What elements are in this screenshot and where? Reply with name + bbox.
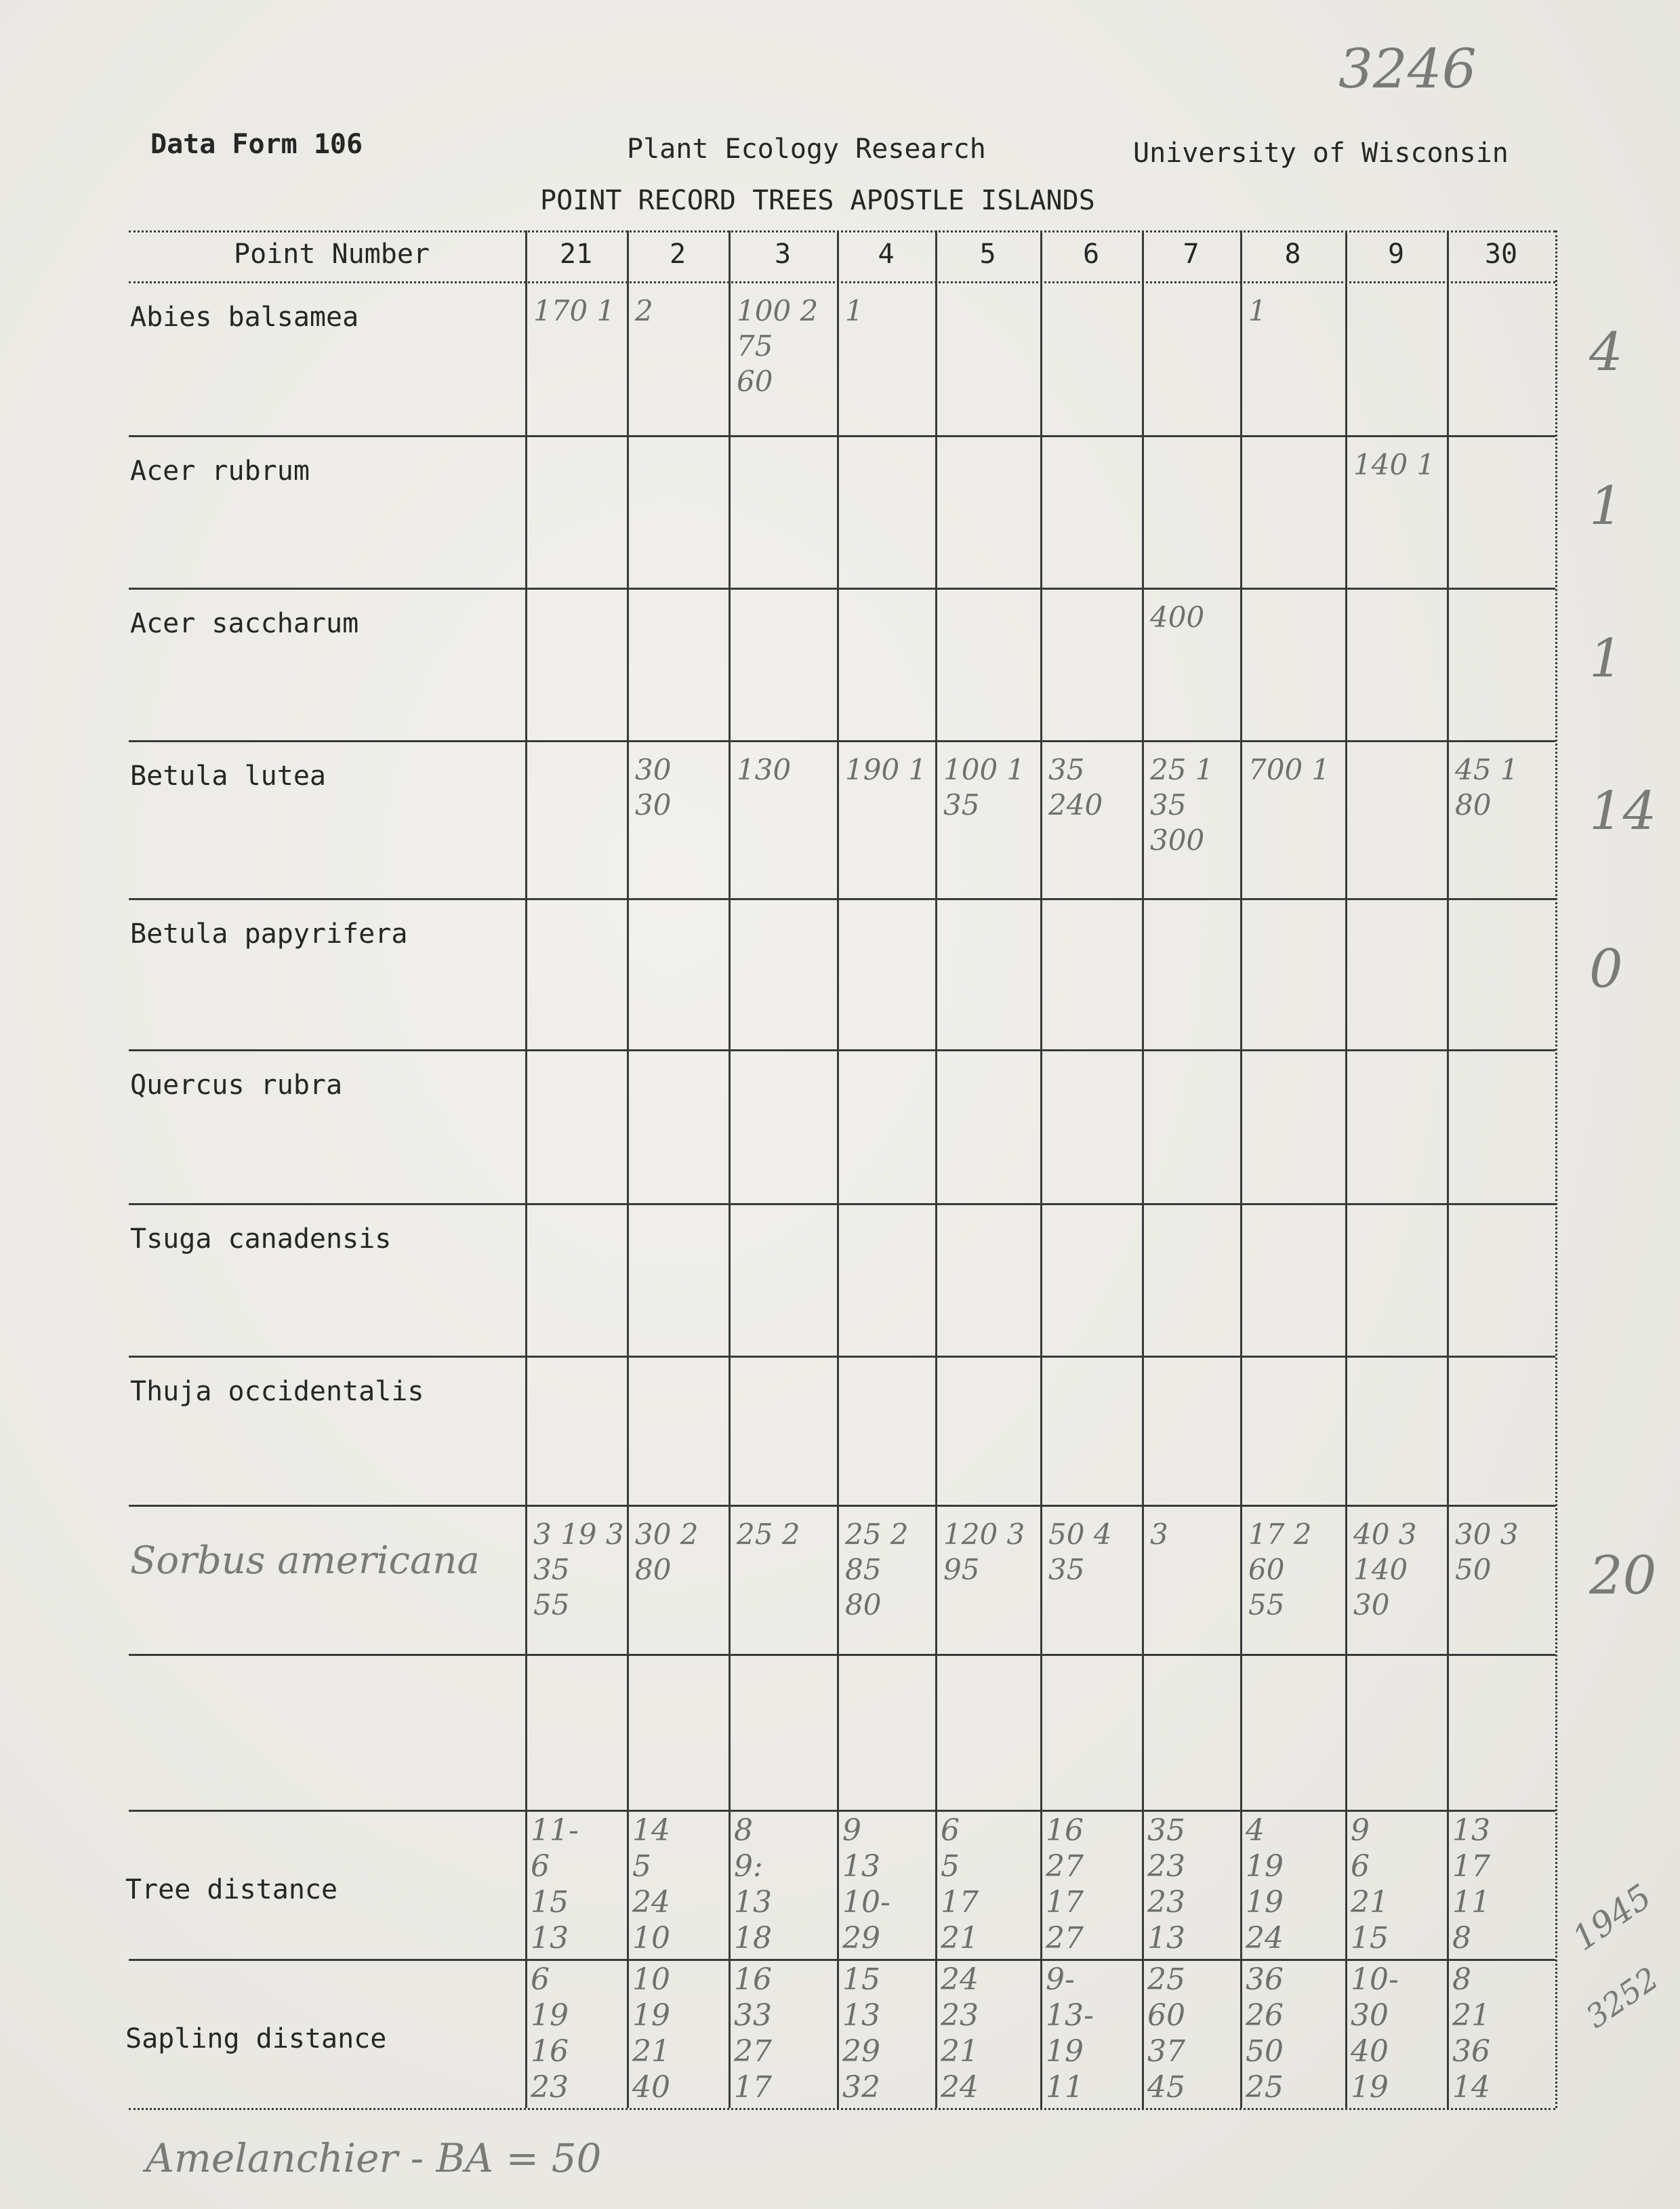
species-cell: 25 2 85 80	[845, 1518, 909, 1621]
species-cell: 2	[635, 294, 653, 327]
form-label: Data Form 106	[150, 129, 363, 160]
species-cell: 100 2 75 60	[737, 294, 819, 398]
sapling-distance-cell: 36 26 50 25	[1246, 1962, 1284, 2105]
species-name: Abies balsamea	[130, 302, 359, 333]
species-name: Betula papyrifera	[130, 918, 408, 950]
table-row-divider	[129, 1356, 1555, 1358]
table-column-divider	[1040, 230, 1042, 2108]
tree-distance-cell: 9 6 21 15	[1351, 1813, 1389, 1955]
sapling-distance-cell: 9- 13- 19 11	[1046, 1962, 1094, 2105]
table-row-divider	[129, 2108, 1555, 2110]
species-cell: 40 3 140 30	[1353, 1518, 1417, 1621]
sapling-distance-cell: 15 13 29 32	[842, 1962, 880, 2105]
tree-distance-cell: 9 13 10- 29	[842, 1813, 890, 1955]
tree-distance-cell: 6 5 17 21	[941, 1813, 979, 1955]
tree-distance-cell: 13 17 11 8	[1452, 1813, 1490, 1955]
point-number-cell: 6	[1082, 239, 1100, 270]
point-number-cell: 5	[979, 239, 996, 270]
point-number-cell: 8	[1284, 239, 1301, 270]
margin-number: 3252	[1579, 1960, 1665, 2035]
species-total: 14	[1589, 781, 1657, 842]
tree-distance-label: Tree distance	[125, 1874, 338, 1905]
species-total: 4	[1589, 322, 1623, 383]
species-name: Acer rubrum	[130, 455, 310, 487]
table-row-divider	[129, 1203, 1555, 1205]
sapling-distance-cell: 8 21 36 14	[1452, 1962, 1490, 2105]
table-row-divider	[129, 898, 1555, 900]
table-column-divider	[1142, 230, 1144, 2108]
point-number-cell: 30	[1484, 239, 1518, 270]
sapling-distance-cell: 16 33 27 17	[734, 1962, 772, 2105]
tree-distance-cell: 4 19 19 24	[1246, 1813, 1284, 1955]
table-column-divider	[1240, 230, 1242, 2108]
sapling-distance-cell: 10- 30 40 19	[1351, 1962, 1399, 2105]
point-number-header: Point Number	[234, 239, 430, 270]
tree-distance-cell: 35 23 23 13	[1147, 1813, 1185, 1955]
table-column-divider	[837, 230, 839, 2108]
university-name: University of Wisconsin	[1133, 138, 1509, 169]
point-number-cell: 4	[878, 239, 895, 270]
species-cell: 700 1	[1248, 753, 1330, 786]
table-row-divider	[129, 230, 1555, 232]
point-number-cell: 7	[1183, 239, 1200, 270]
species-name: Betula lutea	[130, 761, 326, 792]
tree-distance-cell: 16 27 17 27	[1046, 1813, 1084, 1955]
table-row-divider	[129, 1049, 1555, 1051]
species-total: 0	[1589, 939, 1623, 1000]
sapling-distance-cell: 24 23 21 24	[941, 1962, 979, 2105]
species-cell: 1	[845, 294, 863, 327]
species-cell: 1	[1248, 294, 1267, 327]
point-number-cell: 9	[1387, 239, 1405, 270]
species-total: 1	[1589, 628, 1623, 689]
species-cell: 25 1 35 300	[1150, 753, 1214, 857]
species-cell: 17 2 60 55	[1248, 1518, 1312, 1621]
species-cell: 45 1 80	[1455, 753, 1519, 822]
species-cell: 30 2 80	[635, 1518, 699, 1586]
sapling-distance-label: Sapling distance	[125, 2023, 387, 2054]
table-column-divider	[525, 230, 527, 2108]
point-number-cell: 21	[559, 239, 593, 270]
species-cell: 3	[1150, 1518, 1168, 1551]
table-row-divider	[129, 1959, 1555, 1961]
file-number: 3246	[1338, 37, 1477, 100]
margin-year: 1945	[1565, 1876, 1659, 1959]
species-cell: 100 1 35	[943, 753, 1025, 822]
sapling-distance-cell: 25 60 37 45	[1147, 1962, 1185, 2105]
species-cell: 3 19 3 35 55	[533, 1518, 624, 1621]
species-cell: 400	[1150, 601, 1205, 634]
table-row-divider	[129, 1810, 1555, 1812]
sapling-distance-cell: 10 19 21 40	[632, 1962, 670, 2105]
species-total: 20	[1589, 1545, 1657, 1606]
org-name: Plant Ecology Research	[627, 134, 986, 165]
table-column-divider	[729, 230, 731, 2108]
tree-distance-cell: 14 5 24 10	[632, 1813, 670, 1955]
point-number-cell: 3	[774, 239, 792, 270]
species-cell: 140 1	[1353, 448, 1435, 481]
species-cell: 130	[737, 753, 792, 786]
species-name: Quercus rubra	[130, 1070, 343, 1101]
table-row-divider	[129, 588, 1555, 590]
species-cell: 25 2	[737, 1518, 800, 1551]
species-cell: 30 3 50	[1455, 1518, 1519, 1586]
table-column-divider	[1447, 230, 1449, 2108]
species-cell: 30 30	[635, 753, 672, 822]
table-column-divider	[1555, 230, 1557, 2108]
table-column-divider	[627, 230, 629, 2108]
form-title: POINT RECORD TREES APOSTLE ISLANDS	[540, 185, 1095, 216]
table-row-divider	[129, 281, 1555, 283]
table-row-divider	[129, 1505, 1555, 1507]
species-name: Tsuga canadensis	[130, 1223, 392, 1255]
table-row-divider	[129, 435, 1555, 437]
point-number-cell: 2	[669, 239, 687, 270]
species-cell: 170 1	[533, 294, 615, 327]
tree-distance-cell: 8 9: 13 18	[734, 1813, 772, 1955]
footer-note: Amelanchier - BA = 50	[146, 2135, 602, 2181]
species-total: 1	[1589, 476, 1623, 537]
species-cell: 190 1	[845, 753, 927, 786]
table-row-divider	[129, 1654, 1555, 1656]
species-name: Thuja occidentalis	[130, 1376, 424, 1407]
species-cell: 120 3 95	[943, 1518, 1025, 1586]
species-name: Sorbus americana	[130, 1539, 480, 1583]
sapling-distance-cell: 6 19 16 23	[531, 1962, 569, 2105]
species-cell: 50 4 35	[1048, 1518, 1112, 1586]
tree-distance-cell: 11- 6 15 13	[531, 1813, 579, 1955]
table-column-divider	[935, 230, 937, 2108]
species-name: Acer saccharum	[130, 608, 359, 639]
table-row-divider	[129, 740, 1555, 742]
table-column-divider	[1345, 230, 1347, 2108]
species-cell: 35 240	[1048, 753, 1103, 822]
